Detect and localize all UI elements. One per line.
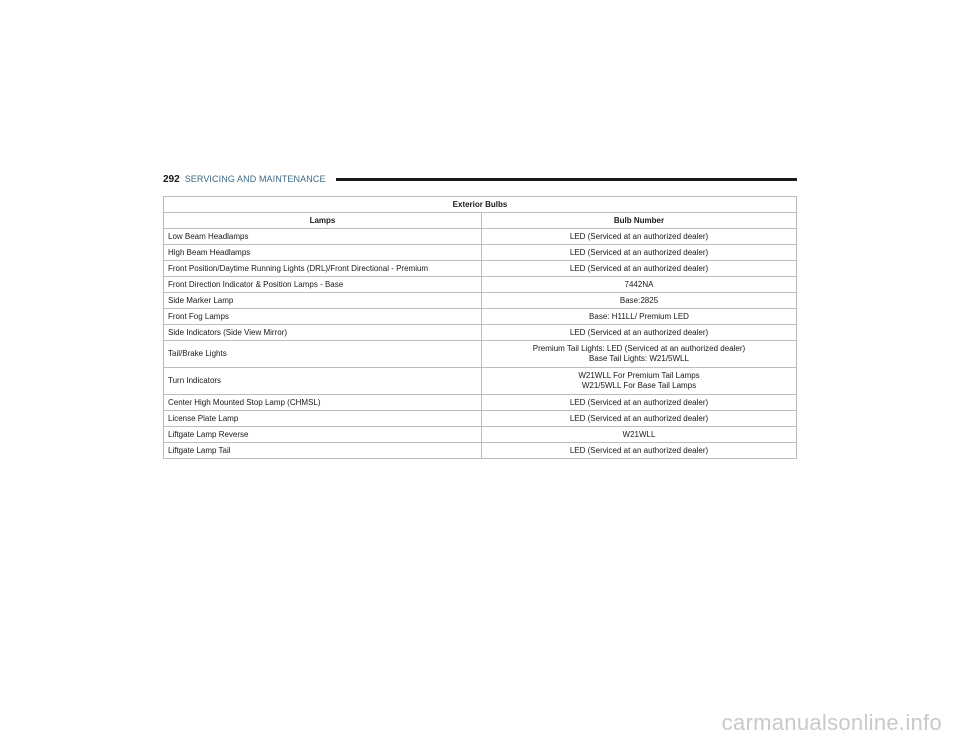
lamp-cell: License Plate Lamp xyxy=(164,411,482,427)
bulb-number-line: Base:2825 xyxy=(619,295,659,305)
bulb-number-cell xyxy=(482,245,797,261)
lamp-cell: Liftgate Lamp Tail xyxy=(164,443,482,459)
bulb-number-line: 7442NA xyxy=(624,279,654,289)
bulb-number-cell xyxy=(482,368,797,395)
bulb-number-line: LED (Serviced at an authorized dealer) xyxy=(569,413,709,423)
table-row xyxy=(164,411,797,427)
lamp-cell: Side Indicators (Side View Mirror) xyxy=(164,325,482,341)
table-row xyxy=(164,443,797,459)
page-number: 292 xyxy=(163,173,180,185)
table-row xyxy=(164,293,797,309)
table-title: Exterior Bulbs xyxy=(164,197,797,213)
bulb-number-line: LED (Serviced at an authorized dealer) xyxy=(569,247,709,257)
table-body xyxy=(164,229,797,459)
bulb-number-cell xyxy=(482,427,797,443)
column-header-bulb-number: Bulb Number xyxy=(482,213,797,229)
section-title: SERVICING AND MAINTENANCE xyxy=(184,174,326,184)
lamp-cell: Front Fog Lamps xyxy=(164,309,482,325)
bulb-number-cell xyxy=(482,411,797,427)
lamp-cell: Turn Indicators xyxy=(164,368,482,395)
bulb-number-line: LED (Serviced at an authorized dealer) xyxy=(569,445,709,455)
lamp-cell: Low Beam Headlamps xyxy=(164,229,482,245)
bulb-number-cell xyxy=(482,229,797,245)
bulb-number-cell xyxy=(482,395,797,411)
table-row xyxy=(164,309,797,325)
table-title-row xyxy=(164,197,797,213)
lamp-cell: High Beam Headlamps xyxy=(164,245,482,261)
table-row xyxy=(164,395,797,411)
lamp-cell: Center High Mounted Stop Lamp (CHMSL) xyxy=(164,395,482,411)
lamp-cell: Side Marker Lamp xyxy=(164,293,482,309)
bulb-number-cell xyxy=(482,325,797,341)
header-rule xyxy=(336,178,797,181)
lamp-cell: Front Direction Indicator & Position Lamps - Base xyxy=(164,277,482,293)
bulb-number-line: W21WLL For Premium Tail Lamps xyxy=(578,371,700,380)
table-row xyxy=(164,427,797,443)
bulb-number-cell xyxy=(482,443,797,459)
bulb-number-line: Base: H11LL/ Premium LED xyxy=(589,311,689,321)
bulb-number-line: LED (Serviced at an authorized dealer) xyxy=(569,263,709,273)
bulb-number-cell xyxy=(482,309,797,325)
table-row xyxy=(164,277,797,293)
bulb-number-line: Base Tail Lights: W21/5WLL xyxy=(589,354,689,363)
column-header-lamps: Lamps xyxy=(164,213,482,229)
table-row xyxy=(164,245,797,261)
bulb-number-cell xyxy=(482,341,797,368)
bulb-number-cell xyxy=(482,261,797,277)
bulb-number-line: LED (Serviced at an authorized dealer) xyxy=(569,397,709,407)
table-row xyxy=(164,368,797,395)
bulb-number-line: W21WLL xyxy=(622,429,656,439)
table-row xyxy=(164,229,797,245)
bulb-number-line: LED (Serviced at an authorized dealer) xyxy=(569,327,709,337)
bulb-number-cell xyxy=(482,277,797,293)
lamp-cell: Liftgate Lamp Reverse xyxy=(164,427,482,443)
bulb-number-cell xyxy=(482,293,797,309)
bulb-number-line: LED (Serviced at an authorized dealer) xyxy=(569,231,709,241)
exterior-bulbs-table xyxy=(163,196,797,459)
bulb-number-line: Premium Tail Lights: LED (Serviced at an authorized dealer) xyxy=(532,344,746,353)
table-row xyxy=(164,341,797,368)
bulb-number-line: W21/5WLL For Base Tail Lamps xyxy=(581,381,697,390)
table-header-row xyxy=(164,213,797,229)
lamp-cell: Front Position/Daytime Running Lights (DRL)/Front Directional - Premium xyxy=(164,261,482,277)
table-row xyxy=(164,325,797,341)
lamp-cell: Tail/Brake Lights xyxy=(164,341,482,368)
table-row xyxy=(164,261,797,277)
page-header xyxy=(163,172,797,186)
watermark: carmanualsonline.info xyxy=(721,710,942,735)
